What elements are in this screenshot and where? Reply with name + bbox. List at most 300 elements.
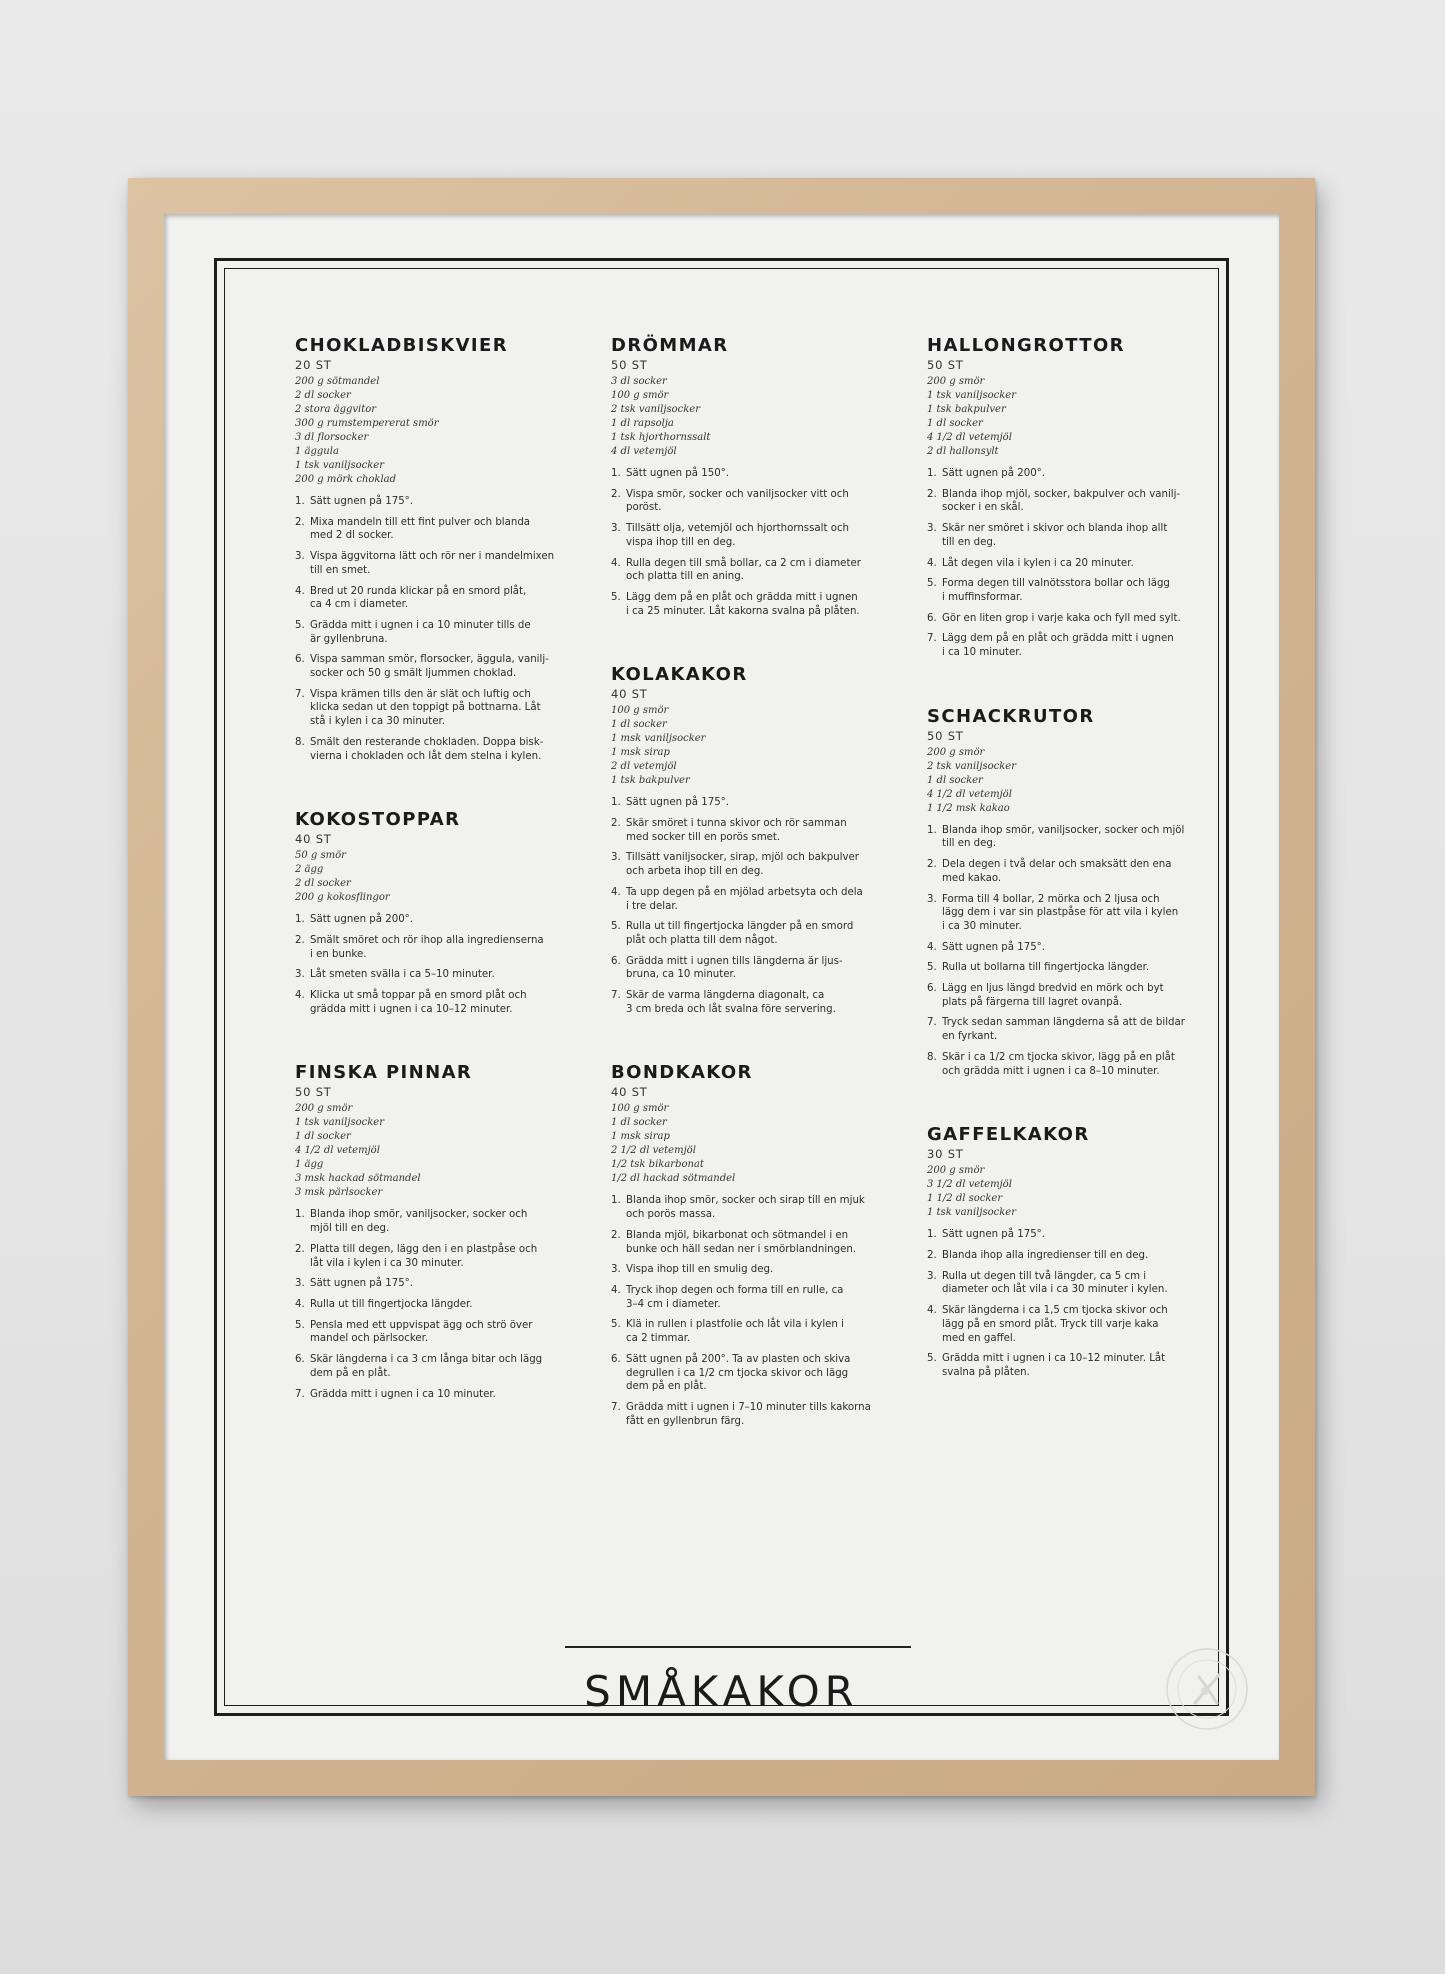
ingredient-item: 50 g smör bbox=[295, 850, 346, 862]
step-line: Rulla ut bollarna till fingertjocka längder. bbox=[942, 962, 1150, 974]
step-line: mjöl till en deg. bbox=[310, 1223, 390, 1235]
instruction-step bbox=[611, 989, 873, 1016]
instruction-list bbox=[611, 796, 927, 1016]
instruction-step bbox=[611, 1353, 873, 1394]
step-text bbox=[942, 858, 1189, 885]
step-text bbox=[626, 1284, 873, 1311]
step-text bbox=[310, 1388, 557, 1402]
step-text bbox=[310, 585, 557, 612]
step-number: 4. bbox=[611, 886, 621, 898]
ingredient-item: 1 dl socker bbox=[295, 1131, 351, 1143]
step-text bbox=[626, 1263, 873, 1277]
step-text bbox=[942, 522, 1189, 549]
step-line: diameter och låt vila i ca 30 minuter i kylen. bbox=[942, 1284, 1168, 1296]
step-number: 3. bbox=[295, 1278, 305, 1290]
step-line: Rulla ut degen till två längder, ca 5 cm i bbox=[942, 1270, 1147, 1282]
ingredient-item: 2 ägg bbox=[295, 864, 324, 876]
instruction-step bbox=[611, 1263, 873, 1277]
step-line: låt vila i kylen i ca 30 minuter. bbox=[310, 1257, 464, 1269]
instruction-list bbox=[927, 824, 1243, 1079]
step-number: 6. bbox=[611, 1353, 621, 1365]
step-line: med 2 dl socker. bbox=[310, 530, 394, 542]
instruction-step bbox=[927, 488, 1189, 515]
instruction-step bbox=[295, 1353, 557, 1380]
step-line: Dela degen i två delar och smaksätt den ena bbox=[942, 859, 1172, 871]
recipe-yield: 40 ST bbox=[295, 832, 332, 847]
step-text bbox=[310, 653, 557, 680]
step-line: Blanda ihop alla ingredienser till en deg. bbox=[942, 1249, 1149, 1261]
step-number: 4. bbox=[927, 941, 937, 953]
step-number: 3. bbox=[927, 1270, 937, 1282]
step-line: Klicka ut små toppar på en smord plåt och bbox=[310, 990, 527, 1002]
step-line: i en bunke. bbox=[310, 948, 367, 960]
recipe-yield: 40 ST bbox=[611, 687, 648, 702]
ingredient-list bbox=[611, 704, 927, 788]
step-line: bruna, ca 10 minuter. bbox=[626, 969, 736, 981]
recipe-gaffelkakor bbox=[927, 1124, 1243, 1379]
step-line: Vispa ihop till en smulig deg. bbox=[626, 1264, 774, 1276]
ingredient-item: 1 dl socker bbox=[611, 719, 667, 731]
column-2 bbox=[611, 335, 927, 1474]
step-number: 4. bbox=[611, 557, 621, 569]
instruction-step bbox=[295, 736, 557, 763]
instruction-list bbox=[927, 467, 1243, 660]
ingredient-item: 100 g smör bbox=[611, 390, 669, 401]
step-number: 3. bbox=[611, 1264, 621, 1276]
step-line: Blanda ihop smör, vaniljsocker, socker och mjöl bbox=[942, 824, 1185, 836]
step-number: 1. bbox=[611, 1195, 621, 1207]
step-line: Pensla med ett uppvispat ägg och strö över bbox=[310, 1319, 533, 1331]
step-text bbox=[626, 1229, 873, 1256]
recipe-yield: 50 ST bbox=[295, 1085, 332, 1100]
instruction-step bbox=[927, 858, 1189, 885]
ingredient-list bbox=[611, 1102, 927, 1186]
instruction-list bbox=[295, 495, 611, 763]
instruction-list bbox=[295, 1208, 611, 1401]
step-number: 2. bbox=[295, 934, 305, 946]
step-line: Blanda mjöl, bikarbonat och sötmandel i en bbox=[626, 1229, 849, 1241]
ingredient-item: 3 msk hackad sötmandel bbox=[295, 1173, 421, 1185]
ingredient-item: 1 tsk vaniljsocker bbox=[295, 460, 384, 471]
step-line: Rulla degen till små bollar, ca 2 cm i diameter bbox=[626, 557, 861, 569]
step-text bbox=[626, 1401, 873, 1428]
step-text bbox=[942, 1051, 1189, 1078]
step-line: Sätt ugnen på 175°. bbox=[626, 797, 730, 809]
ingredient-item: 2 dl hallonsylt bbox=[927, 446, 999, 457]
step-line: Sätt ugnen på 200°. Ta av plasten och skiva bbox=[626, 1353, 851, 1365]
step-number: 6. bbox=[295, 654, 305, 666]
instruction-step bbox=[295, 913, 557, 927]
ingredient-item: 200 g smör bbox=[295, 1103, 353, 1115]
instruction-step bbox=[611, 1318, 873, 1345]
instruction-step bbox=[611, 955, 873, 982]
step-text bbox=[626, 467, 873, 481]
step-text bbox=[942, 1249, 1189, 1263]
step-text bbox=[942, 824, 1189, 851]
step-text bbox=[310, 550, 557, 577]
step-line: socker i en skål. bbox=[942, 502, 1024, 514]
step-number: 5. bbox=[295, 619, 305, 631]
step-number: 4. bbox=[295, 585, 305, 597]
ingredient-list bbox=[927, 375, 1243, 459]
ingredient-item: 200 g smör bbox=[927, 376, 985, 387]
step-line: Lägg en ljus längd bredvid en mörk och byt bbox=[942, 983, 1164, 995]
step-line: Grädda mitt i ugnen i ca 10 minuter tills de bbox=[310, 619, 531, 631]
step-line: Lägg dem på en plåt och grädda mitt i ugnen bbox=[626, 591, 858, 603]
step-number: 5. bbox=[927, 1353, 937, 1365]
step-line: plats på färgerna till lagret ovanpå. bbox=[942, 996, 1123, 1008]
step-line: 3 cm breda och låt svalna före servering. bbox=[626, 1003, 836, 1015]
step-text bbox=[626, 886, 873, 913]
step-line: Tillsätt vaniljsocker, sirap, mjöl och bakpulver bbox=[626, 852, 859, 864]
step-number: 7. bbox=[295, 688, 305, 700]
ingredient-item: 2 stora äggvitor bbox=[295, 404, 377, 415]
step-number: 1. bbox=[927, 468, 937, 479]
step-line: med socker till en porös smet. bbox=[626, 831, 781, 843]
step-text bbox=[310, 1277, 557, 1291]
step-line: i ca 10 minuter. bbox=[942, 647, 1022, 659]
step-line: Tryck sedan samman längderna så att de bildar bbox=[942, 1017, 1185, 1029]
column-1 bbox=[295, 335, 611, 1474]
ingredient-item: 4 1/2 dl vetemjöl bbox=[927, 788, 1012, 800]
step-line: Vispa äggvitorna lätt och rör ner i mandelmixen bbox=[310, 551, 555, 563]
step-line: i tre delar. bbox=[626, 900, 678, 912]
ingredient-item: 1/2 tsk bikarbonat bbox=[611, 1159, 704, 1171]
recipe-yield: 40 ST bbox=[611, 1085, 648, 1100]
ingredient-item: 1 dl socker bbox=[927, 418, 983, 429]
step-text bbox=[942, 1304, 1189, 1345]
step-line: Bred ut 20 runda klickar på en smord plåt, bbox=[310, 585, 527, 597]
instruction-step bbox=[927, 961, 1189, 975]
ingredient-item: 2 dl vetemjöl bbox=[611, 761, 677, 773]
step-text bbox=[626, 989, 873, 1016]
ingredient-item: 1 dl socker bbox=[927, 774, 983, 786]
instruction-step bbox=[295, 550, 557, 577]
ingredient-list bbox=[611, 375, 927, 459]
ingredient-item: 1 tsk vaniljsocker bbox=[295, 1117, 384, 1129]
step-number: 4. bbox=[927, 557, 937, 569]
step-line: Skär de varma längderna diagonalt, ca bbox=[626, 990, 825, 1002]
ingredient-item: 3 dl florsocker bbox=[295, 432, 369, 443]
step-line: Vispa smör, socker och vaniljsocker vitt och bbox=[626, 488, 849, 500]
step-line: stå i kylen i ca 30 minuter. bbox=[310, 716, 445, 728]
step-text bbox=[942, 1228, 1189, 1242]
poster-paper bbox=[164, 214, 1279, 1760]
step-line: Grädda mitt i ugnen i ca 10 minuter. bbox=[310, 1388, 496, 1400]
step-line: Platta till degen, lägg den i en plastpåse och bbox=[310, 1243, 538, 1255]
step-text bbox=[626, 591, 873, 618]
step-text bbox=[310, 968, 557, 982]
step-number: 3. bbox=[927, 523, 937, 535]
instruction-step bbox=[927, 1304, 1189, 1345]
step-text bbox=[310, 1243, 557, 1270]
ingredient-item: 200 g mörk choklad bbox=[295, 474, 397, 485]
step-text bbox=[626, 955, 873, 982]
step-line: och porös massa. bbox=[626, 1209, 716, 1221]
step-line: Rulla ut till fingertjocka längder på en smord bbox=[626, 921, 854, 933]
step-text bbox=[942, 1352, 1189, 1379]
step-line: lägg på en smord plåt. Tryck till varje kaka bbox=[942, 1318, 1159, 1330]
wooden-frame bbox=[128, 178, 1315, 1796]
instruction-step bbox=[295, 688, 557, 729]
ingredient-item: 1 dl socker bbox=[611, 1117, 667, 1129]
instruction-step bbox=[295, 1277, 557, 1291]
instruction-list bbox=[295, 913, 611, 1016]
ingredient-item: 200 g smör bbox=[927, 1165, 985, 1177]
step-number: 3. bbox=[295, 969, 305, 981]
recipe-yield: 20 ST bbox=[295, 358, 332, 372]
step-text bbox=[626, 1353, 873, 1394]
instruction-list bbox=[927, 1228, 1243, 1379]
instruction-step bbox=[295, 1319, 557, 1346]
recipe-title: FINSKA PINNAR bbox=[295, 1062, 473, 1084]
step-line: med kakao. bbox=[942, 872, 1002, 884]
step-text bbox=[942, 467, 1189, 481]
step-line: Sätt ugnen på 150°. bbox=[626, 468, 730, 479]
step-text bbox=[310, 1319, 557, 1346]
step-line: Blanda ihop mjöl, socker, bakpulver och vanilj- bbox=[942, 488, 1181, 500]
instruction-step bbox=[611, 851, 873, 878]
poster-border bbox=[214, 258, 1229, 1716]
step-text bbox=[310, 913, 557, 927]
recipe-kokostoppar bbox=[295, 809, 611, 1016]
step-text bbox=[942, 941, 1189, 955]
ingredient-item: 4 1/2 dl vetemjöl bbox=[295, 1145, 380, 1157]
recipe-title: BONDKAKOR bbox=[611, 1062, 753, 1084]
step-number: 4. bbox=[295, 990, 305, 1002]
step-text bbox=[310, 989, 557, 1016]
instruction-step bbox=[927, 1016, 1189, 1043]
ingredient-item: 100 g smör bbox=[611, 705, 669, 717]
step-text bbox=[942, 893, 1189, 934]
poster-title: SMÅKAKOR bbox=[584, 1667, 859, 1716]
instruction-step bbox=[927, 941, 1189, 955]
instruction-step bbox=[611, 886, 873, 913]
ingredient-item: 1 tsk bakpulver bbox=[611, 775, 690, 787]
step-line: Gör en liten grop i varje kaka och fyll med sylt. bbox=[942, 612, 1181, 624]
ingredient-item: 1 dl rapsolja bbox=[611, 418, 674, 429]
step-text bbox=[310, 688, 557, 729]
step-line: mandel och pärlsocker. bbox=[310, 1333, 429, 1345]
step-text bbox=[626, 851, 873, 878]
step-text bbox=[310, 619, 557, 646]
ingredient-item: 1/2 dl hackad sötmandel bbox=[611, 1173, 736, 1185]
ingredient-list bbox=[927, 746, 1243, 816]
recipe-title: KOLAKAKOR bbox=[611, 664, 748, 686]
instruction-step bbox=[611, 920, 873, 947]
step-line: Grädda mitt i ugnen i ca 10–12 minuter. Låt bbox=[942, 1353, 1166, 1365]
recipe-hallongrottor bbox=[927, 335, 1243, 660]
ingredient-item: 1 tsk vaniljsocker bbox=[927, 1207, 1016, 1219]
step-text bbox=[310, 1298, 557, 1312]
recipe-drömmar bbox=[611, 335, 927, 618]
step-line: Blanda ihop smör, socker och sirap till en mjuk bbox=[626, 1195, 865, 1207]
step-line: Forma degen till valnötsstora bollar och lägg bbox=[942, 578, 1170, 590]
instruction-step bbox=[927, 824, 1189, 851]
step-number: 1. bbox=[927, 1229, 937, 1241]
ingredient-item: 1 msk vaniljsocker bbox=[611, 733, 706, 745]
recipe-title: DRÖMMAR bbox=[611, 335, 729, 356]
instruction-step bbox=[927, 1249, 1189, 1263]
instruction-step bbox=[927, 1352, 1189, 1379]
ingredient-list bbox=[927, 1164, 1243, 1220]
ingredient-item: 300 g rumstempererat smör bbox=[295, 418, 439, 429]
instruction-step bbox=[927, 1051, 1189, 1078]
step-number: 6. bbox=[611, 955, 621, 967]
step-line: en fyrkant. bbox=[942, 1031, 998, 1043]
step-line: Blanda ihop smör, vaniljsocker, socker och bbox=[310, 1209, 528, 1221]
step-number: 7. bbox=[295, 1388, 305, 1400]
ingredient-item: 2 dl socker bbox=[295, 390, 351, 401]
instruction-step bbox=[927, 557, 1189, 571]
instruction-step bbox=[927, 522, 1189, 549]
recipe-finska-pinnar bbox=[295, 1062, 611, 1401]
step-line: bunke och häll sedan ner i smörblandningen. bbox=[626, 1243, 857, 1255]
step-line: Smält smöret och rör ihop alla ingredienserna bbox=[310, 934, 544, 946]
recipe-yield: 30 ST bbox=[927, 1147, 964, 1162]
step-text bbox=[310, 516, 557, 543]
recipe-title: KOKOSTOPPAR bbox=[295, 809, 461, 831]
step-number: 5. bbox=[611, 921, 621, 933]
step-number: 3. bbox=[295, 551, 305, 563]
step-line: svalna på plåten. bbox=[942, 1366, 1030, 1378]
instruction-step bbox=[295, 619, 557, 646]
title-rule bbox=[565, 1646, 911, 1648]
step-number: 2. bbox=[295, 516, 305, 528]
step-number: 8. bbox=[927, 1051, 937, 1063]
step-number: 1. bbox=[927, 824, 937, 836]
step-number: 6. bbox=[927, 612, 937, 624]
step-number: 5. bbox=[295, 1319, 305, 1331]
instruction-step bbox=[295, 989, 557, 1016]
step-number: 6. bbox=[927, 983, 937, 995]
step-text bbox=[310, 736, 557, 763]
ingredient-item: 1 1/2 dl socker bbox=[927, 1193, 1003, 1205]
step-line: är gyllenbruna. bbox=[310, 633, 388, 645]
instruction-step bbox=[927, 982, 1189, 1009]
step-line: och grädda mitt i ugnen i ca 8–10 minuter. bbox=[942, 1065, 1160, 1077]
step-number: 7. bbox=[611, 1401, 621, 1413]
ingredient-item: 100 g smör bbox=[611, 1103, 669, 1115]
step-line: vispa ihop till en deg. bbox=[626, 536, 736, 548]
step-line: vierna i chokladen och låt dem stelna i kylen. bbox=[310, 750, 542, 762]
instruction-list bbox=[611, 1194, 927, 1428]
ingredient-item: 200 g smör bbox=[927, 746, 985, 758]
step-text bbox=[942, 632, 1189, 659]
instruction-step bbox=[927, 612, 1189, 626]
column-3 bbox=[927, 335, 1243, 1474]
step-text bbox=[942, 577, 1189, 604]
instruction-step bbox=[295, 516, 557, 543]
step-line: grädda mitt i ugnen i ca 10–12 minuter. bbox=[310, 1003, 513, 1015]
step-number: 3. bbox=[927, 893, 937, 905]
step-text bbox=[310, 495, 557, 509]
instruction-step bbox=[295, 585, 557, 612]
step-line: Klä in rullen i plastfolie och låt vila i kylen i bbox=[626, 1319, 844, 1331]
instruction-step bbox=[295, 495, 557, 509]
step-line: Vispa krämen tills den är slät och luftig och bbox=[310, 688, 531, 700]
ingredient-item: 1 äggula bbox=[295, 446, 339, 457]
step-line: Vispa samman smör, florsocker, äggula, vanilj- bbox=[310, 654, 549, 666]
recipe-bondkakor bbox=[611, 1062, 927, 1428]
step-number: 3. bbox=[611, 852, 621, 864]
instruction-step bbox=[927, 577, 1189, 604]
step-text bbox=[626, 1194, 873, 1221]
instruction-step bbox=[611, 467, 873, 481]
step-text bbox=[626, 796, 873, 810]
step-text bbox=[942, 1016, 1189, 1043]
step-line: lägg dem i var sin plastpåse för att vila i kylen bbox=[942, 907, 1179, 919]
ingredient-item: 1 tsk hjorthornssalt bbox=[611, 432, 711, 443]
ingredient-item: 200 g kokosflingor bbox=[295, 892, 390, 904]
step-number: 1. bbox=[295, 496, 305, 507]
step-line: med en gaffel. bbox=[942, 1332, 1016, 1344]
ingredient-item: 2 tsk vaniljsocker bbox=[927, 760, 1016, 772]
instruction-step bbox=[295, 1388, 557, 1402]
instruction-step bbox=[927, 632, 1189, 659]
step-line: Skär i ca 1/2 cm tjocka skivor, lägg på en plåt bbox=[942, 1051, 1175, 1063]
step-line: plåt och platta till dem något. bbox=[626, 934, 778, 946]
step-line: Skär längderna i ca 1,5 cm tjocka skivor och bbox=[942, 1305, 1168, 1317]
ingredient-item: 3 msk pärlsocker bbox=[295, 1187, 383, 1199]
step-line: Sätt ugnen på 175°. bbox=[942, 941, 1046, 953]
instruction-step bbox=[611, 1229, 873, 1256]
step-line: Sätt ugnen på 200°. bbox=[310, 914, 414, 926]
instruction-step bbox=[927, 1270, 1189, 1297]
step-line: dem på en plåt. bbox=[310, 1367, 391, 1379]
step-line: Låt smeten svälla i ca 5–10 minuter. bbox=[310, 969, 495, 981]
step-number: 5. bbox=[927, 962, 937, 974]
step-number: 8. bbox=[295, 736, 305, 748]
ingredient-list bbox=[295, 849, 611, 905]
ingredient-list bbox=[295, 375, 611, 487]
recipe-title: CHOKLADBISKVIER bbox=[295, 335, 508, 356]
step-text bbox=[310, 1353, 557, 1380]
instruction-step bbox=[611, 522, 873, 549]
ingredient-item: 1 1/2 msk kakao bbox=[927, 802, 1010, 814]
step-number: 2. bbox=[611, 818, 621, 830]
step-text bbox=[626, 488, 873, 515]
step-line: Lägg dem på en plåt och grädda mitt i ugnen bbox=[942, 633, 1174, 645]
ingredient-item: 3 dl socker bbox=[611, 376, 667, 387]
step-line: 3–4 cm i diameter. bbox=[626, 1298, 721, 1310]
step-number: 5. bbox=[611, 1319, 621, 1331]
step-line: och arbeta ihop till en deg. bbox=[626, 866, 764, 878]
step-line: fått en gyllenbrun färg. bbox=[626, 1415, 745, 1427]
ingredient-item: 1 tsk bakpulver bbox=[927, 404, 1006, 415]
step-line: degrullen i ca 1/2 cm tjocka skivor och lägg bbox=[626, 1367, 849, 1379]
step-number: 5. bbox=[611, 591, 621, 603]
step-line: och platta till en aning. bbox=[626, 571, 744, 583]
ingredient-item: 3 1/2 dl vetemjöl bbox=[927, 1179, 1012, 1191]
instruction-step bbox=[611, 1194, 873, 1221]
step-text bbox=[310, 934, 557, 961]
step-line: Tillsätt olja, vetemjöl och hjorthornssalt och bbox=[626, 523, 850, 535]
recipe-yield: 50 ST bbox=[611, 358, 648, 372]
step-text bbox=[942, 612, 1189, 626]
step-number: 1. bbox=[611, 468, 621, 479]
step-text bbox=[626, 522, 873, 549]
step-line: Grädda mitt i ugnen tills längderna är ljus- bbox=[626, 955, 843, 967]
instruction-step bbox=[927, 1228, 1189, 1242]
poster-inner-border bbox=[224, 268, 1219, 1716]
step-line: i ca 25 minuter. Låt kakorna svalna på plåten. bbox=[626, 605, 860, 617]
step-number: 4. bbox=[611, 1284, 621, 1296]
step-line: i muffinsformar. bbox=[942, 591, 1023, 603]
step-text bbox=[942, 488, 1189, 515]
recipe-chokladbiskvier bbox=[295, 335, 611, 763]
ingredient-item: 1 msk sirap bbox=[611, 1131, 670, 1143]
